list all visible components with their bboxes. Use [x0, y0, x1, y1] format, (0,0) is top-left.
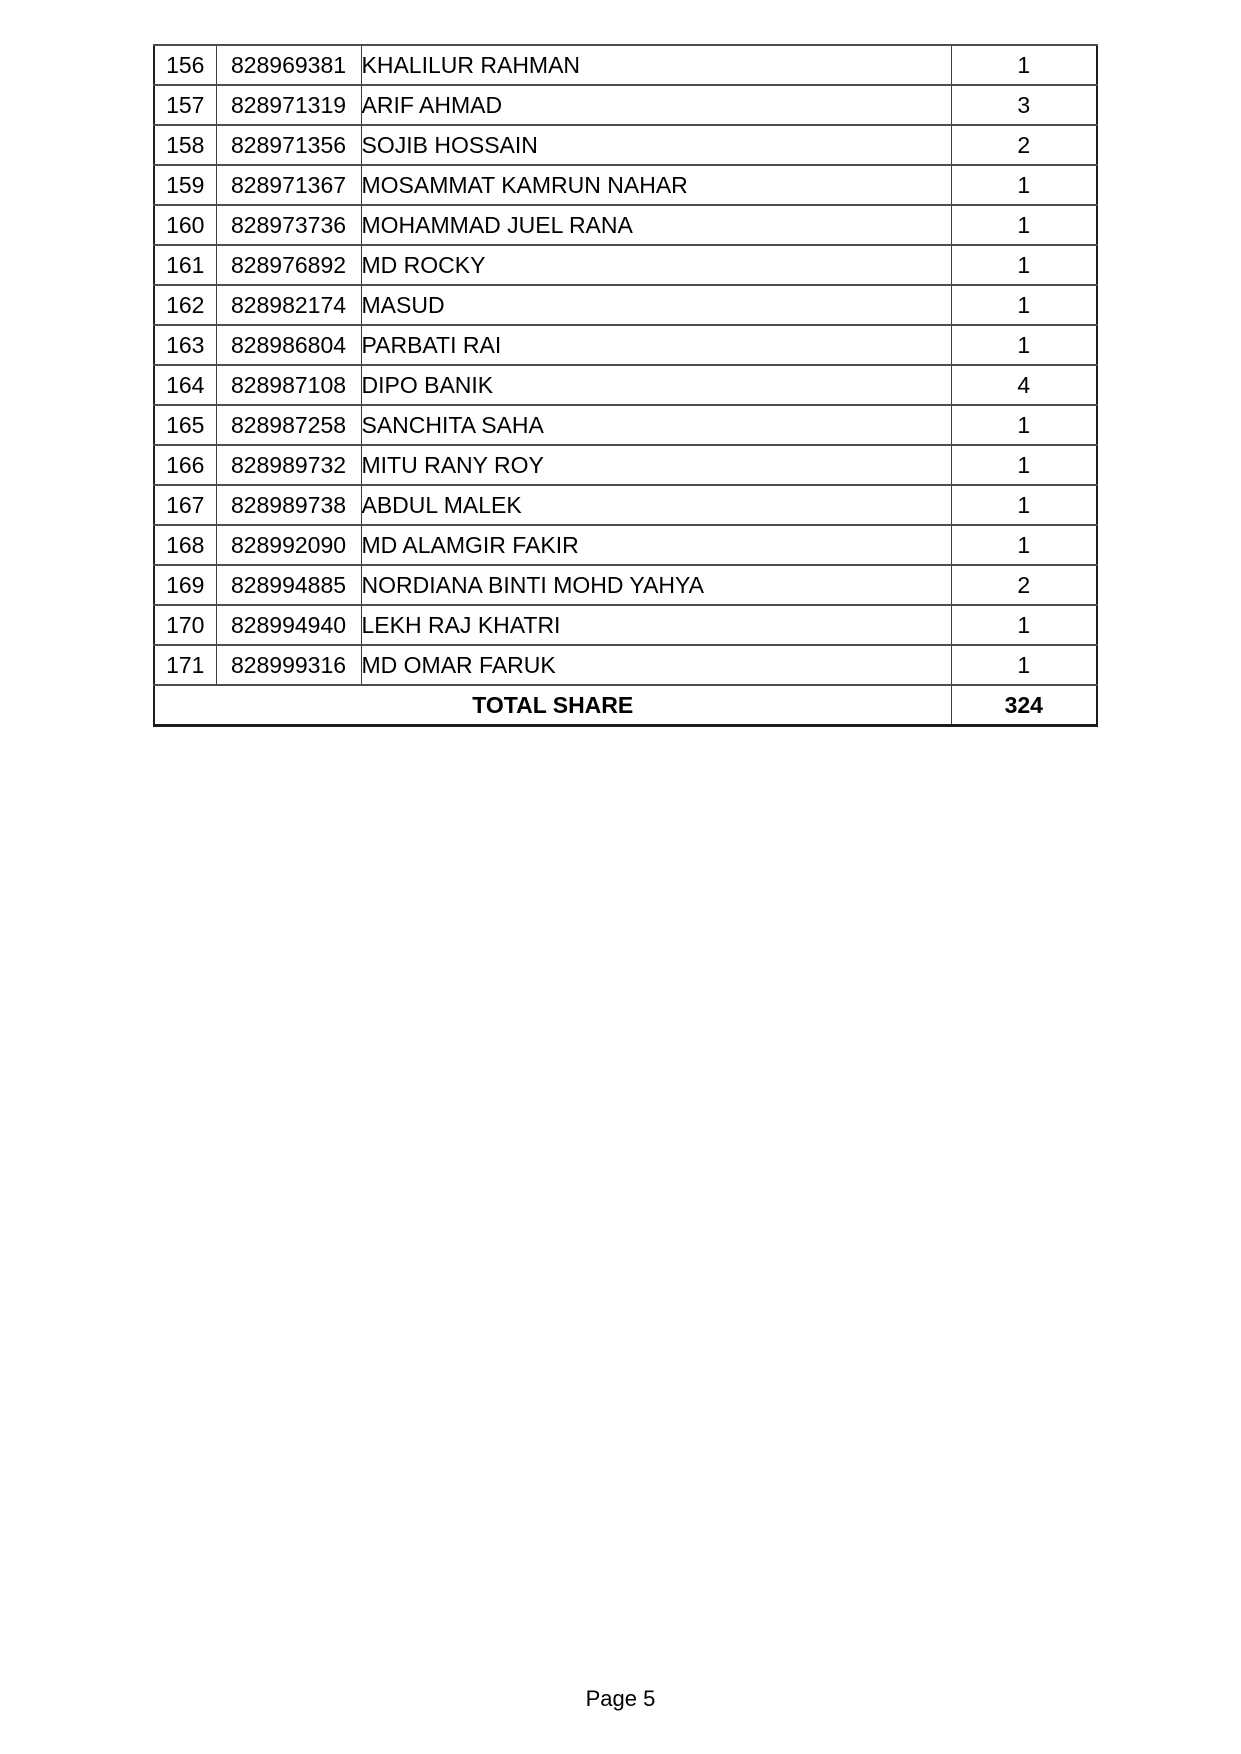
- serial-cell: 167: [154, 485, 216, 525]
- table-row: [154, 565, 1097, 605]
- member-id-cell: 828994885: [216, 565, 361, 605]
- share-cell: 1: [951, 45, 1097, 85]
- name-cell: KHALILUR RAHMAN: [361, 45, 951, 85]
- serial-cell: 161: [154, 245, 216, 285]
- share-cell: 1: [951, 205, 1097, 245]
- serial-cell: 160: [154, 205, 216, 245]
- table-row: [154, 605, 1097, 645]
- share-cell: 1: [951, 485, 1097, 525]
- name-cell: SOJIB HOSSAIN: [361, 125, 951, 165]
- table-row: [154, 525, 1097, 565]
- total-share-label: TOTAL SHARE: [154, 685, 951, 726]
- share-cell: 1: [951, 325, 1097, 365]
- table-row: [154, 85, 1097, 125]
- serial-cell: 163: [154, 325, 216, 365]
- total-share-value: 324: [951, 685, 1097, 726]
- table-row: [154, 245, 1097, 285]
- member-id-cell: 828971356: [216, 125, 361, 165]
- page-number: Page 5: [585, 1686, 656, 1711]
- member-id-cell: 828987258: [216, 405, 361, 445]
- serial-cell: 171: [154, 645, 216, 685]
- name-cell: SANCHITA SAHA: [361, 405, 951, 445]
- share-table: [153, 44, 1098, 727]
- page-footer: [0, 1686, 1241, 1712]
- share-cell: 1: [951, 285, 1097, 325]
- member-id-cell: 828971319: [216, 85, 361, 125]
- table-row: [154, 285, 1097, 325]
- serial-cell: 156: [154, 45, 216, 85]
- share-cell: 2: [951, 565, 1097, 605]
- name-cell: MD ROCKY: [361, 245, 951, 285]
- member-id-cell: 828976892: [216, 245, 361, 285]
- share-cell: 1: [951, 605, 1097, 645]
- serial-cell: 170: [154, 605, 216, 645]
- share-cell: 1: [951, 405, 1097, 445]
- table-row: [154, 405, 1097, 445]
- member-id-cell: 828987108: [216, 365, 361, 405]
- member-id-cell: 828989732: [216, 445, 361, 485]
- member-id-cell: 828982174: [216, 285, 361, 325]
- serial-cell: 168: [154, 525, 216, 565]
- table-row: [154, 125, 1097, 165]
- share-cell: 3: [951, 85, 1097, 125]
- name-cell: PARBATI RAI: [361, 325, 951, 365]
- name-cell: LEKH RAJ KHATRI: [361, 605, 951, 645]
- member-id-cell: 828969381: [216, 45, 361, 85]
- table-row: [154, 325, 1097, 365]
- member-id-cell: 828973736: [216, 205, 361, 245]
- name-cell: NORDIANA BINTI MOHD YAHYA: [361, 565, 951, 605]
- member-id-cell: 828999316: [216, 645, 361, 685]
- share-table-body: [154, 45, 1097, 685]
- serial-cell: 159: [154, 165, 216, 205]
- serial-cell: 169: [154, 565, 216, 605]
- table-row: [154, 205, 1097, 245]
- serial-cell: 166: [154, 445, 216, 485]
- name-cell: DIPO BANIK: [361, 365, 951, 405]
- share-cell: 2: [951, 125, 1097, 165]
- member-id-cell: 828986804: [216, 325, 361, 365]
- serial-cell: 165: [154, 405, 216, 445]
- name-cell: MASUD: [361, 285, 951, 325]
- share-cell: 1: [951, 165, 1097, 205]
- table-row: [154, 165, 1097, 205]
- name-cell: MD OMAR FARUK: [361, 645, 951, 685]
- member-id-cell: 828992090: [216, 525, 361, 565]
- table-row: [154, 45, 1097, 85]
- table-row: [154, 485, 1097, 525]
- member-id-cell: 828971367: [216, 165, 361, 205]
- serial-cell: 157: [154, 85, 216, 125]
- name-cell: MOHAMMAD JUEL RANA: [361, 205, 951, 245]
- name-cell: ARIF AHMAD: [361, 85, 951, 125]
- table-row: [154, 445, 1097, 485]
- share-cell: 1: [951, 645, 1097, 685]
- table-row: [154, 365, 1097, 405]
- share-cell: 4: [951, 365, 1097, 405]
- serial-cell: 164: [154, 365, 216, 405]
- name-cell: MITU RANY ROY: [361, 445, 951, 485]
- share-cell: 1: [951, 525, 1097, 565]
- share-cell: 1: [951, 445, 1097, 485]
- name-cell: ABDUL MALEK: [361, 485, 951, 525]
- member-id-cell: 828994940: [216, 605, 361, 645]
- name-cell: MOSAMMAT KAMRUN NAHAR: [361, 165, 951, 205]
- total-row: [154, 685, 1097, 726]
- share-cell: 1: [951, 245, 1097, 285]
- member-id-cell: 828989738: [216, 485, 361, 525]
- serial-cell: 158: [154, 125, 216, 165]
- table-row: [154, 645, 1097, 685]
- serial-cell: 162: [154, 285, 216, 325]
- name-cell: MD ALAMGIR FAKIR: [361, 525, 951, 565]
